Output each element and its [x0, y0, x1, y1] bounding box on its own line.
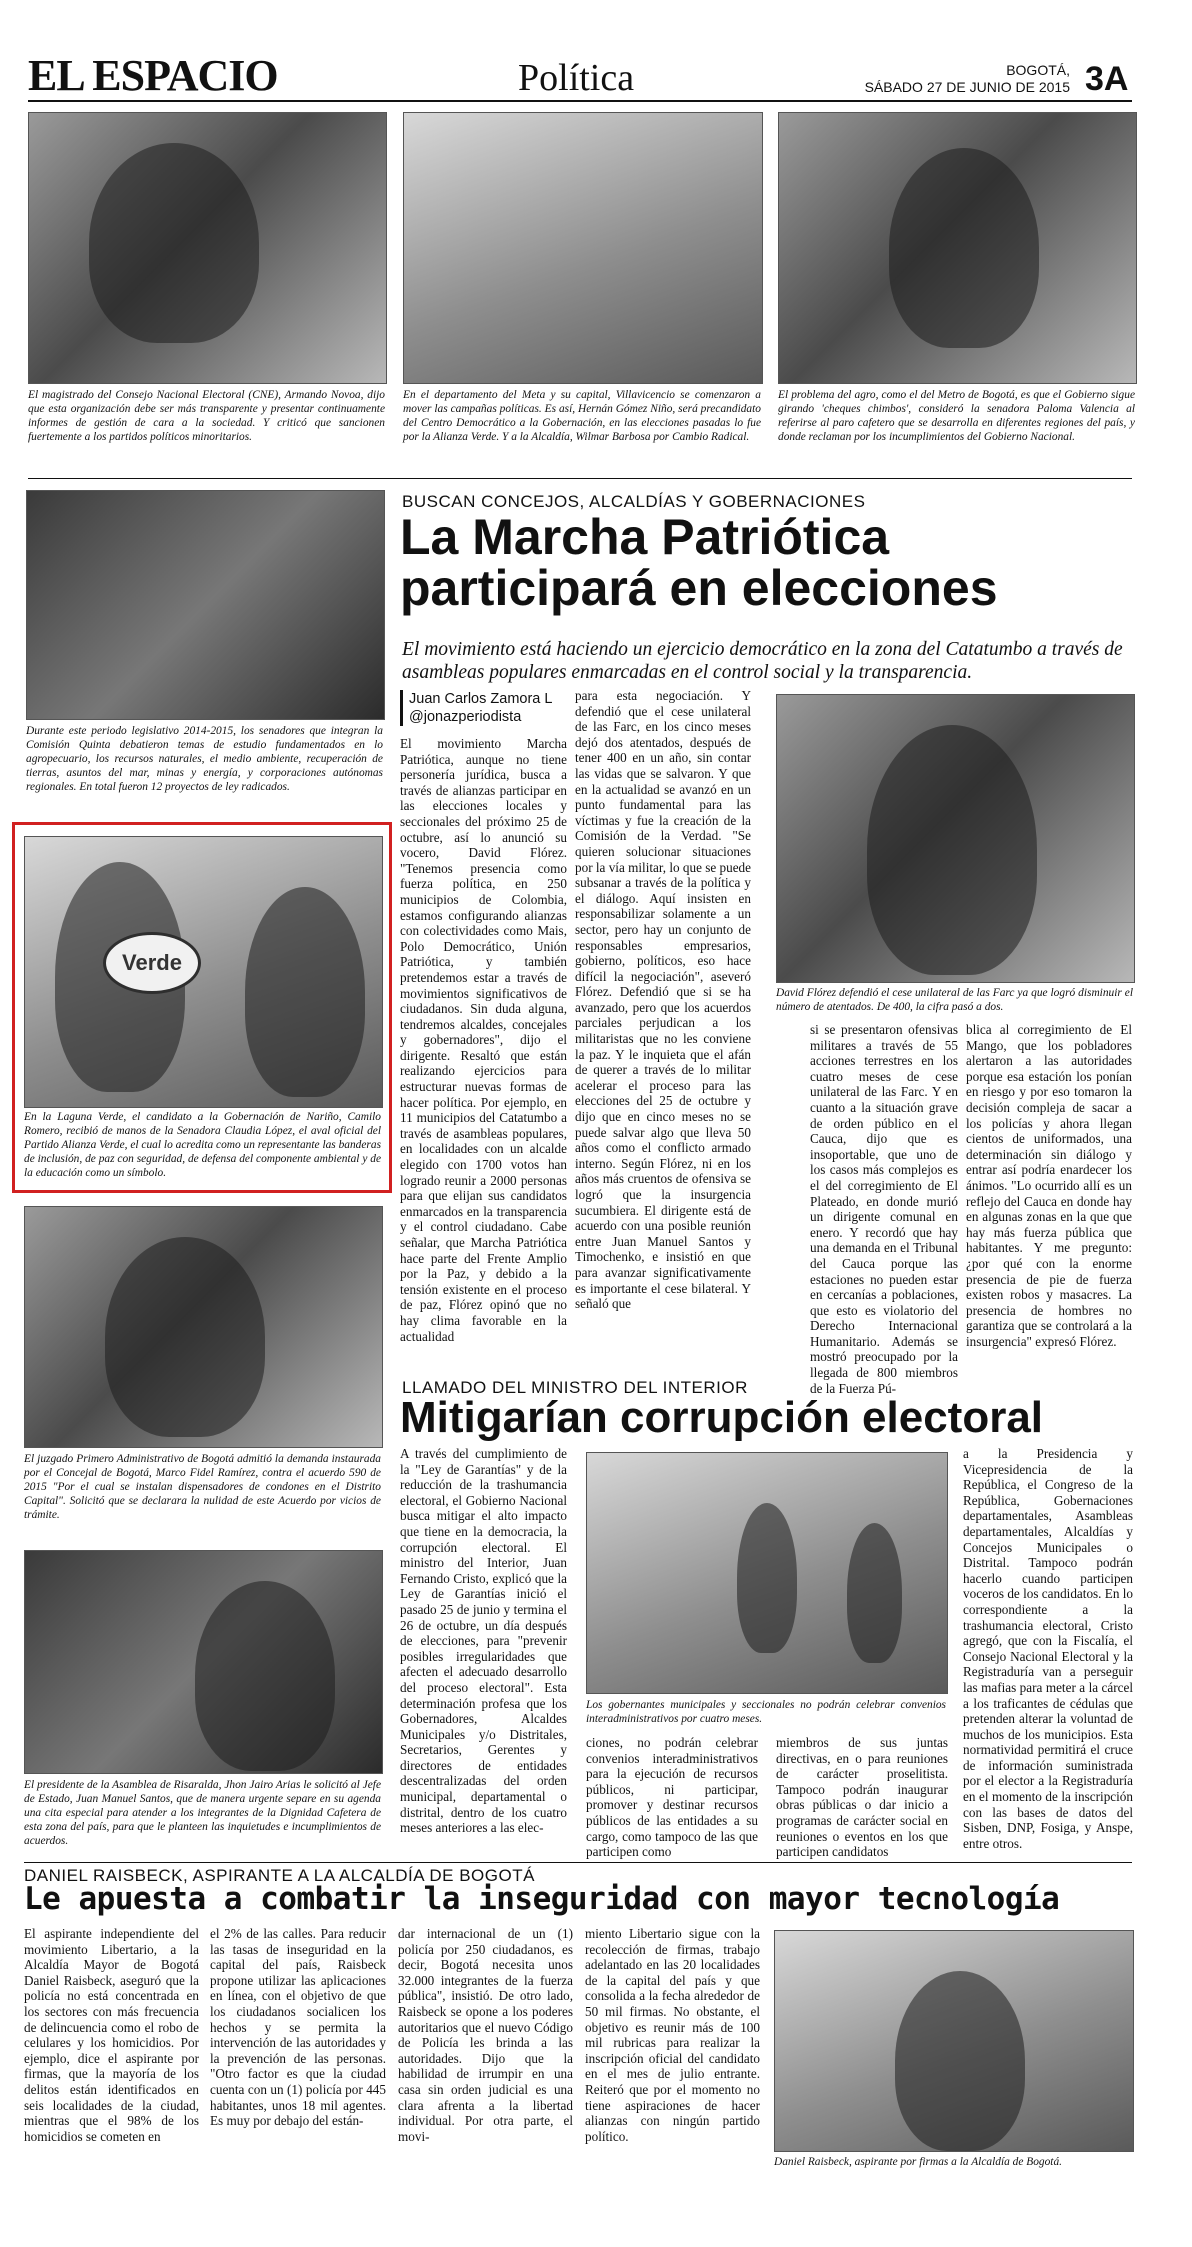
story1-deck: El movimiento está haciendo un ejercicio democrático en la zona del Catatumbo a través de asambleas populares enmarcadas en el control social y la transparencia.: [402, 639, 1123, 683]
story2-kicker: LLAMADO DEL MINISTRO DEL INTERIOR: [402, 1378, 748, 1397]
story3-rule: [24, 1862, 1132, 1863]
byline-handle: @jonazperiodista: [409, 709, 522, 725]
page-number: 3A: [1085, 60, 1129, 98]
caption-senate-commission: Durante este periodo legislativo 2014-2015, los senadores que integran la Comisión Quinta debatieron temas de estudio fundamentados en lo agropecuario, los recursos naturales, el medio ambiente, recuperación de tierras, asuntos del mar, minas y energía, y corporaciones autónomas regionales. En total fueron 12 proyectos de ley radicados.: [26, 725, 383, 793]
photo-villavicencio-aerial: [403, 112, 763, 384]
story2-column-3: miembros de sus juntas directivas, en o para reuniones de carácter proselitista. Tampoco podrán inaugurar obras públicas o dar inicio a programas de carácter social en reuniones o eventos en los que participen candidatos: [776, 1735, 948, 1860]
photo-paloma-valencia: [778, 112, 1137, 384]
byline-name: Juan Carlos Zamora L: [409, 691, 553, 707]
alianza-verde-logo: Verde: [103, 932, 201, 994]
story3-kicker: DANIEL RAISBECK, ASPIRANTE A LA ALCALDÍA DE BOGOTÁ: [24, 1866, 535, 1885]
story2-column-2: ciones, no podrán celebrar convenios interadministrativos para la ejecución de recursos públicos, ni participar, promover y destinar recursos públicos de las entidades a su cargo, como tampoco de las que participen como: [586, 1735, 758, 1860]
story2-column-4: a la Presidencia y Vicepresidencia de la República, el Congreso de la República, Gobernaciones departamentales, Asambleas departamentales, Alcaldías y Concejos Municipales o Distrital. Tampoco podrán hacerlo cuando participen voceros de los candidatos. En lo correspondiente a la trashumancia electoral, Cristo agregó, que con la Fiscalía, el Consejo Nacional Electoral y la Registraduría van a perseguir las mafias para meter a la cárcel a los traficantes de cédulas que pretenden alterar la voluntad de muchos de los municipios. Esta normatividad permitirá el cruce de información suministrada por el elector a la Registraduría en el momento de la inscripción con las bases de datos del Sisben, DNP, Fosiga, y Anspe, entre otros.: [963, 1446, 1133, 1851]
story1-kicker: BUSCAN CONCEJOS, ALCALDÍAS Y GOBERNACIONES: [402, 492, 866, 511]
story1-byline: [400, 690, 569, 726]
story1-column-4: blica al corregimiento de El Mango, que los pobladores alertaron a las autoridades porque esa estación los ponían en riesgo y por eso tomaron la decisión compleja de sacar a los policías y ahora llegan cientos de uniformados, una determinación sin diálogo y entrar así podría enardecer los ánimos. "Lo ocurrido allí es un reflejo del Cauca en donde hay en algunas zonas en la que que hay más fuerza pública que habitantes. Y me pregunto: ¿por qué con la enorme presencia de pie de fuerza existen robos y masacres. La presencia de hombres no garantiza que se controlará a la insurgencia" expresó Flórez.: [966, 1022, 1132, 1349]
caption-armando-novoa: El magistrado del Consejo Nacional Electoral (CNE), Armando Novoa, dijo que esta organización debe ser más transparente y presentar continuamente informes de gestión de cara a la sociedad. Y criticó que sancionen fuertemente a los partidos políticos minoritarios.: [28, 389, 385, 443]
caption-laguna-verde: En la Laguna Verde, el candidato a la Gobernación de Nariño, Camilo Romero, recibió de manos de la Senadora Claudia López, el aval oficial del Partido Alianza Verde, el cual lo acredita como un representante las banderas de inclusión, de paz con seguridad, de defensa del componente ambiental y de la educación como un símbolo.: [24, 1111, 381, 1179]
photo-david-florez: [776, 694, 1135, 983]
story3-column-1: El aspirante independiente del movimiento Libertario, a la Alcaldía Mayor de Bogotá Daniel Raisbeck, aseguró que la policía no está concentrada en los sectores con más frecuencia de delincuencia como el robo de celulares y los homicidios. Por ejemplo, dice el aspirante por firmas, que la mayoría de los delitos están identificados en seis localidades de la ciudad, mientras que el 98% de los homicidios se cometen en: [24, 1926, 199, 2144]
story2-column-1: A través del cumplimiento de la "Ley de Garantías" y de la reducción de la trashumancia electoral, el Gobierno Nacional busca mitigar el alto impacto que tiene en la democracia, la corrupción electoral. El ministro del Interior, Juan Fernando Cristo, explicó que la Ley de Garantías inició el pasado 25 de junio y termina el 26 de octubre, un día después de elecciones, para "prevenir posibles irregularidades que afecten el adecuado desarrollo del proceso electoral". Esta determinación profesa que los Gobernadores, Alcaldes Municipales y/o Distritales, Secretarios, Gerentes y directores de entidades descentralizadas del orden municipal, departamental o distrital, dentro de los cuatro meses anteriores a las elec-: [400, 1446, 567, 1836]
photo-daniel-raisbeck: [774, 1930, 1134, 2152]
caption-juzgado: El juzgado Primero Administrativo de Bogotá admitió la demanda instaurada por el Concejal de Bogotá, Marco Fidel Ramírez, contra el acuerdo 590 de 2015 "Por el cual se instalan dispensadores de condones en el Distrito Capital". Solicitó que se declarara la nulidad de este Acuerdo por vicios de trámite.: [24, 1453, 381, 1521]
story1-headline: [400, 509, 998, 616]
story1-column-1: El movimiento Marcha Patriótica, aunque no tiene personería jurídica, busca a través de alianzas participar en las elecciones locales y seccionales del próximo 25 de octubre, así lo anunció su vocero, David Flórez. "Tenemos presencia como fuerza política, en 250 municipios de Colombia, estamos configurando alianzas con colectividades como Mais, Polo Democrático, Unión Patriótica, y también pretendemos estar a través de movimientos significativos de ciudadanos. Sin duda alguna, tendremos alcaldes, concejales y gobernadores", dijo el dirigente. Resaltó que están realizando ejercicios para estructurar nuevas formas de hacer política. Por ejemplo, en 11 municipios del Catatumbo a través de asambleas populares, en localidades con un alcalde elegido con 1700 votos han logrado reunir a 2000 personas para que elijan sus candidatos enmarcados en la transparencia y el control ciudadano. Cabe señalar, que Marcha Patriótica hace parte del Frente Amplio por la Paz, y debido a la tensión existente en el proceso de paz, Flórez opinó que no hay clima favorable en la actualidad: [400, 736, 567, 1344]
top-row-rule: [28, 478, 1132, 479]
story1-headline-line1: La Marcha Patriótica: [400, 509, 890, 565]
dateline-city: BOGOTÁ,: [1006, 62, 1070, 78]
story3-column-3: dar internacional de un (1) policía por 250 ciudadanos, es decir, Bogotá necesita unos 32.000 integrantes de la fuerza pública", insistió. De otro lado, Raisbeck se opone a los poderes autoritarios que el nuevo Código de Policía les brinda a las autoridades. Dijo que la habilidad de irrumpir en una casa sin orden judicial es una clara afrenta a la libertad individual. Por otra parte, el movi-: [398, 1926, 573, 2144]
photo-laguna-verde: [24, 836, 383, 1108]
photo-jhon-jairo-arias: [24, 1550, 383, 1774]
dateline: [850, 62, 1070, 96]
caption-david-florez: David Flórez defendió el cese unilateral de las Farc ya que logró disminuir el número de atentados. De 400, la cifra pasó a dos.: [776, 987, 1133, 1013]
story1-headline-line2: participará en elecciones: [400, 560, 998, 616]
header-rule: [28, 100, 1132, 102]
masthead: EL ESPACIO: [28, 51, 278, 100]
story3-column-4: miento Libertario sigue con la recolección de firmas, trabajo adelantado en las 20 localidades de la capital del país y que consolida a la fecha alrededor de 50 mil firmas. No obstante, el objetivo es reunir más de 100 mil rubricas para realizar la inscripción oficial del candidato en el mes de julio entrante. Reiteró que por el momento no tiene aspiraciones de hacer alianzas con ningún partido político.: [585, 1926, 760, 2144]
story1-column-2: para esta negociación. Y defendió que el cese unilateral de las Farc, en los cinco meses dejó dos atentados, después de tener 400 en un año, sin contar las vidas que se salvaron. Y que en la actualidad se avanzó en un punto fundamental para las víctimas y fue la creación de la Comisión de la Verdad. "Se quieren solucionar situaciones por la vía militar, lo que se puede subsanar a través de la política y el diálogo. Aquí insisten en responsabilizar solamente a un sector, pero hay un conjunto de responsables empresarios, gobierno, políticos, eso hace difícil la negociación", aseveró Flórez. Defendió que si se ha avanzado, pero que los acuerdos parciales perjudican a los militaristas que no les conviene la paz. Y le inquieta que el afán de querer a través de lo militar acelerar el proceso para las elecciones del 25 de octubre y dijo que en cinco meses no se puede salvar algo que lleva 50 años como el conflicto armado interno. Según Flórez, ni en los años más cruentos de ofensiva se logró que la insurgencia sucumbiera. El dirigente está de acuerdo con una posible reunión entre Juan Manuel Santos y Timochenko, e insistió en que para avanzar significativamente es importante el cese bilateral. Y señaló que: [575, 688, 751, 1312]
photo-marco-fidel-ramirez: [24, 1206, 383, 1448]
caption-municipal-officials: Los gobernantes municipales y seccionales no podrán celebrar convenios interadministrativos por cuatro meses.: [586, 1699, 946, 1725]
caption-risaralda: El presidente de la Asamblea de Risaralda, Jhon Jairo Arias le solicitó al Jefe de Estado, Juan Manuel Santos, que de manera urgente separe en su agenda una cita especial para atender a los integrantes de la Dignidad Cafetera de esta zona del país, para que le planteen las inquietudes e incumplimientos de acuerdos.: [24, 1779, 381, 1847]
story2-headline: Mitigarían corrupción electoral: [400, 1393, 1044, 1442]
photo-senate-commission: [26, 490, 385, 720]
photo-armando-novoa: [28, 112, 387, 384]
photo-municipal-officials: [586, 1452, 948, 1694]
story3-column-2: el 2% de las calles. Para reducir las tasas de inseguridad en la capital del país, Raisbeck propone utilizar las aplicaciones en línea, con el objetivo de que los ciudadanos socialicen los hechos y se permita la intervención de las autoridades y la prevención de las personas. "Otro factor es que la ciudad cuenta con un (1) policía por 445 habitantes, unos 18 mil agentes. Es muy por debajo del están-: [210, 1926, 386, 2129]
story3-headline: Le apuesta a combatir la inseguridad con mayor tecnología: [24, 1881, 1060, 1917]
story1-column-3: si se presentaron ofensivas militares a través de 55 acciones terrestres en los cuatro meses de cese unilateral de las Farc. Y en cuanto a la situación grave de orden público en el Cauca, dijo que es insoportable, que uno de los casos más complejos es el del corregimiento de El Plateado, en donde murió un dirigente comunal en enero. Y recordó que hay una demanda en el Tribunal del Cauca porque las estaciones no pueden estar en cercanías a poblaciones, que esto es violatorio del Derecho Internacional Humanitario. Además se mostró preocupado por la llegada de 800 miembros de la Fuerza Pú-: [810, 1022, 958, 1396]
caption-villavicencio: En el departamento del Meta y su capital, Villavicencio se comenzaron a mover las campañas políticas. Es así, Hernán Gómez Niño, será precandidato del Centro Democrático a la Gobernación, en las elecciones pasadas lo fue por la Alianza Verde. Y a la Alcaldía, Wilmar Barbosa por Cambio Radical.: [403, 389, 761, 443]
caption-daniel-raisbeck: Daniel Raisbeck, aspirante por firmas a la Alcaldía de Bogotá.: [774, 2156, 1063, 2168]
caption-paloma-valencia: El problema del agro, como el del Metro de Bogotá, es que el Gobierno sigue girando 'cheques chimbos', consideró la senadora Paloma Valencia al referirse al paro cafetero que se desarrolla en diferentes regiones del país, y donde reclaman por los incumplimientos del Gobierno Nacional.: [778, 389, 1135, 443]
dateline-date: SÁBADO 27 DE JUNIO DE 2015: [864, 79, 1070, 95]
section-title: Política: [518, 57, 635, 99]
